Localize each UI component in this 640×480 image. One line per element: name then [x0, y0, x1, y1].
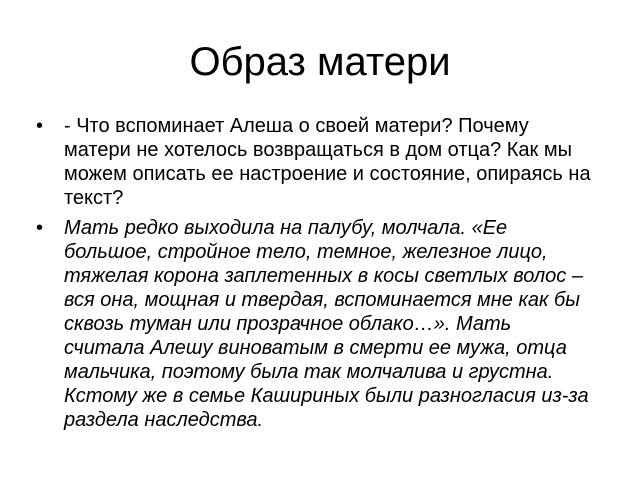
bullet-item-questions [36, 114, 596, 210]
bullet-dot-icon: • [36, 217, 44, 239]
bullet-dot-icon: • [36, 115, 44, 137]
slide-title: Образ матери [189, 40, 451, 84]
bullet-list [36, 114, 596, 438]
bullet-item-quote [36, 216, 596, 432]
bullet-text-questions: - Что вспоминает Алеша о своей матери? Почему матери не хотелось возвращаться в дом отца? Как мы можем описать ее настроение и состояние, опираясь на текст? [64, 115, 591, 209]
bullet-text-quote: Мать редко выходила на палубу, молчала. «Ее большое, стройное тело, темное, железное лицо, тяжелая корона заплетенных в косы светлых волос – вся она, мощная и твердая, вспоминается мне как бы сквозь туман или прозрачное облако…». Мать считала Алешу виноватым в смерти ее мужа, отца мальчика, поэтому была так молчалива и грустна. Кстому же в семье Кашириных были разногласия из-за раздела наследства. [64, 217, 589, 431]
